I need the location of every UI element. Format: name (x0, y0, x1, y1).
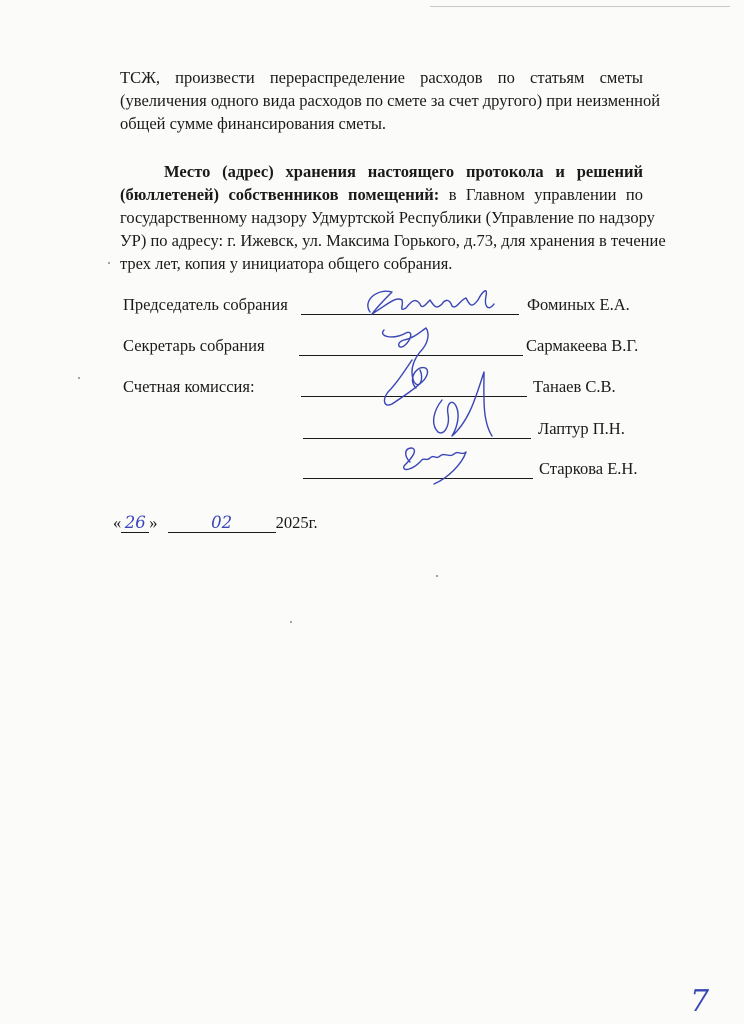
page-number: 7 (690, 984, 710, 1019)
secretary-label: Секретарь собрания (123, 336, 265, 355)
date-open-quote: « (113, 513, 122, 532)
storage-heading-part2: (бюллетеней) собственников помещений: (120, 185, 440, 204)
commission-3-signature-line (303, 478, 533, 479)
chairman-row (123, 294, 663, 318)
storage-line-2 (120, 183, 643, 206)
date-year: 2025г. (275, 513, 318, 532)
commission-row-1 (123, 376, 683, 400)
storage-line-1 (120, 160, 643, 183)
date-day: 26 (124, 513, 146, 532)
secretary-signature-line (299, 355, 523, 356)
commission-member-1-name: Танаев С.В. (533, 377, 616, 396)
commission-label: Счетная комиссия: (123, 377, 255, 396)
budget-line-2: (увеличения одного вида расходов по смете за счет другого) при неизменной (120, 91, 661, 110)
budget-line-3: общей сумме финансирования сметы. (120, 114, 387, 133)
date-month: 02 (211, 513, 233, 532)
commission-row-3 (123, 458, 683, 482)
scan-speck (108, 262, 110, 264)
storage-line-5: трех лет, копия у инициатора общего собрания. (120, 254, 453, 273)
storage-heading-part1: Место (адрес) хранения настоящего протокола и решений (164, 162, 643, 181)
secretary-name: Сармакеева В.Г. (526, 336, 639, 355)
budget-line-1: ТСЖ, произвести перераспределение расходов по статьям сметы (120, 68, 643, 87)
budget-paragraph (120, 66, 661, 135)
commission-row-2 (123, 418, 683, 442)
scan-speck (78, 377, 80, 379)
document-date (113, 512, 318, 534)
storage-line-3: государственному надзору Удмуртской Республики (Управление по надзору (120, 208, 655, 227)
date-close-quote: » (149, 513, 158, 532)
date-month-field (168, 514, 276, 533)
storage-line-2-rest: в Главном управлении по (439, 185, 643, 204)
commission-2-signature-line (303, 438, 531, 439)
scan-speck (436, 575, 438, 577)
storage-line-4: УР) по адресу: г. Ижевск, ул. Максима Горького, д.73, для хранения в течение (120, 231, 666, 250)
chairman-name: Фоминых Е.А. (527, 295, 630, 314)
storage-paragraph (120, 160, 666, 275)
scan-speck (290, 621, 292, 623)
commission-member-2-name: Лаптур П.Н. (538, 419, 625, 438)
commission-member-3-name: Старкова Е.Н. (539, 459, 638, 478)
secretary-row (123, 335, 683, 359)
scan-edge-line (430, 6, 730, 7)
date-day-field (121, 514, 149, 533)
chairman-signature-line (301, 314, 519, 315)
chairman-label: Председатель собрания (123, 295, 288, 314)
commission-1-signature-line (301, 396, 527, 397)
